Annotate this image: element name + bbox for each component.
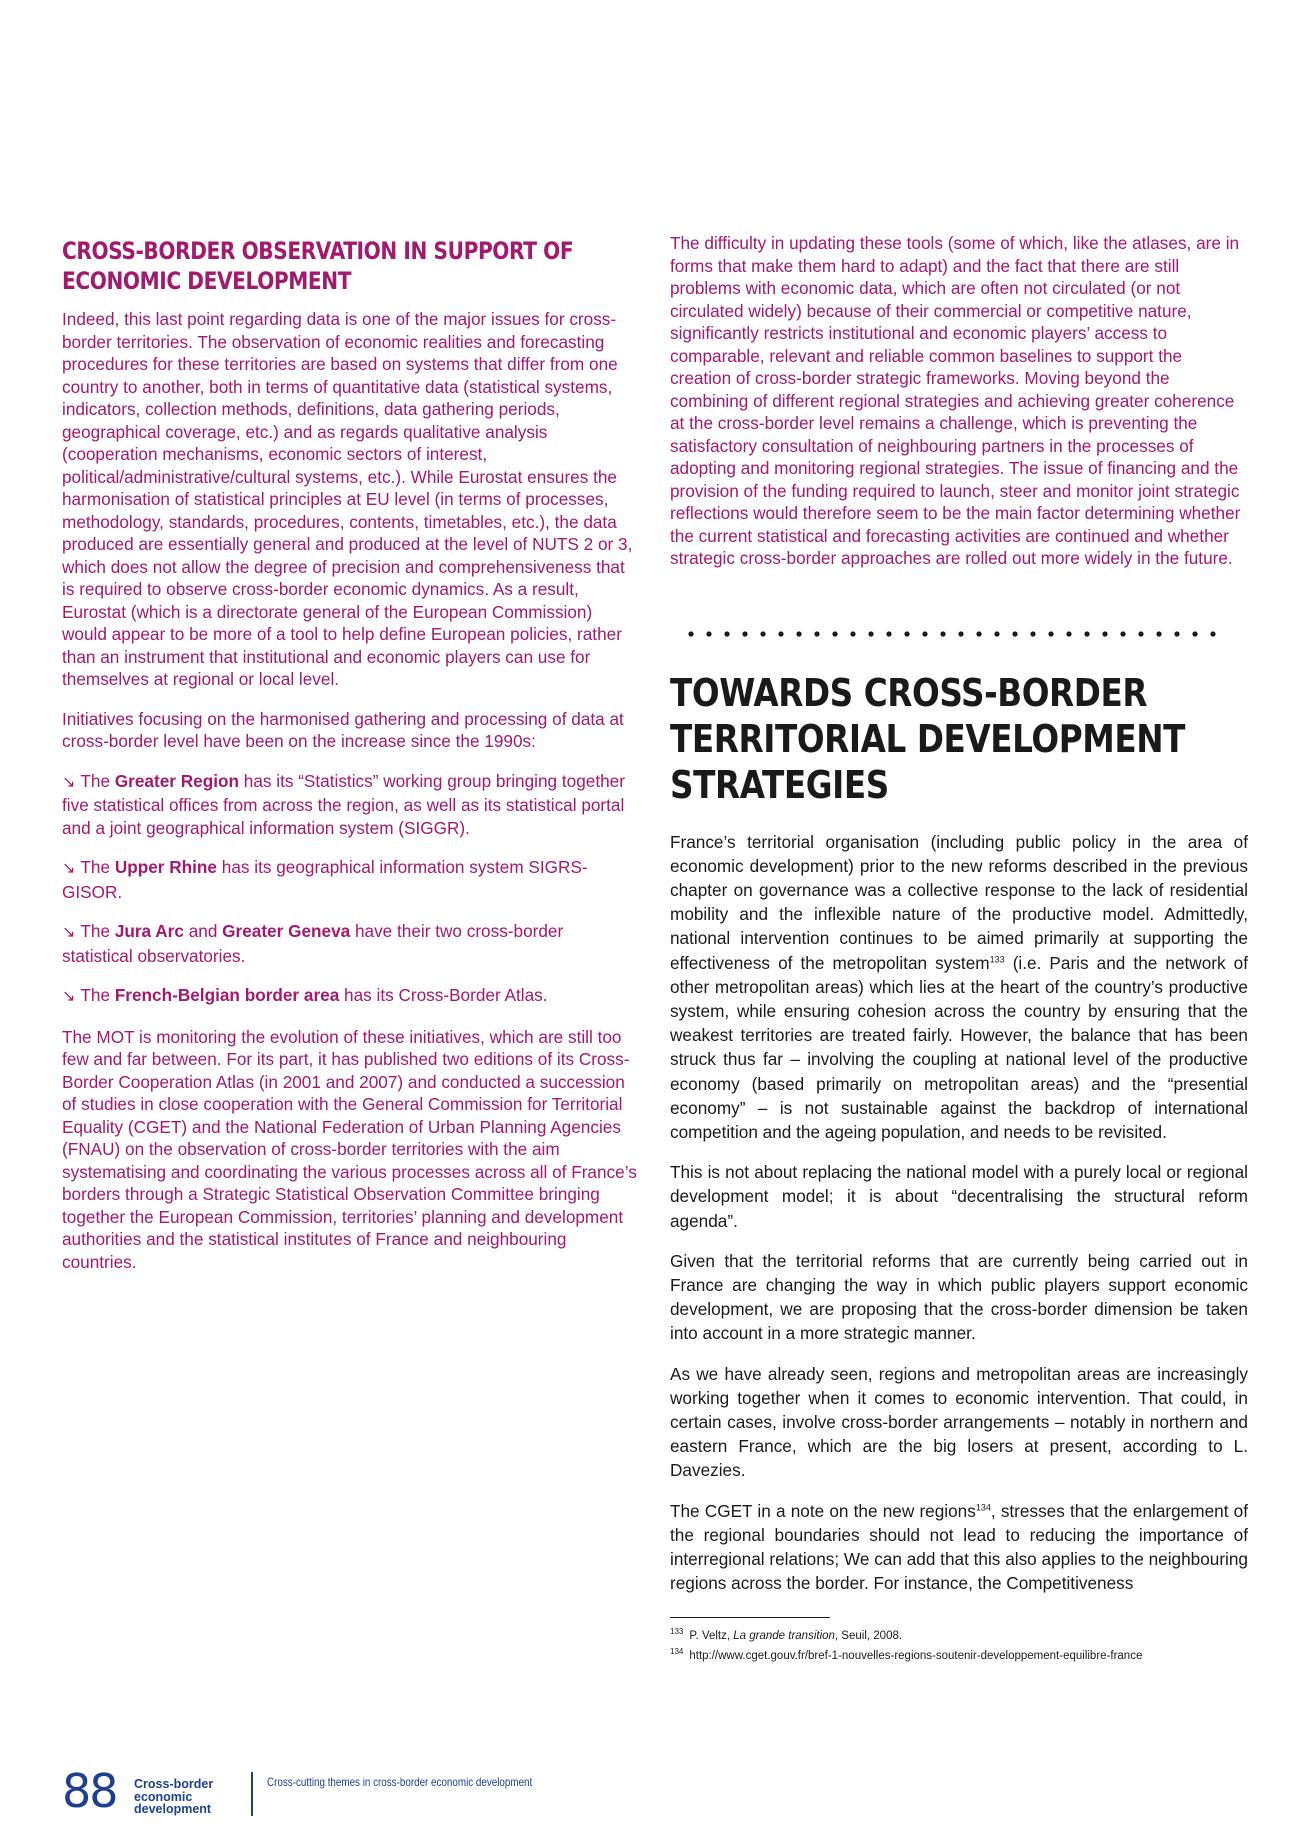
region-name: French-Belgian border area [114, 985, 340, 1005]
paragraph: The CGET in a note on the new regions$^{134}$, stresses that the enlargement of the regional boundaries should not lead to reducing the importance of interregional relations; We can add that this also applies to the neighbouring regions across the border. For instance, the Competitiveness [670, 1500, 1248, 1594]
footnote-ref: 133 [989, 953, 1005, 964]
page-footer [62, 1764, 862, 1820]
paragraph: The MOT is monitoring the evolution of these initiatives, which are still too few and far between. For its part, it has published two editions of its Cross-Border Cooperation Atlas (in 2001 and 2007) and conducted a succession of studies in close cooperation with the General Commission for Territorial Equality (CGET) and the National Federation of Urban Planning Agencies (FNAU) on the observation of cross-border territories with the aim systematising and coordinating the various processes across all of France’s borders through a Strategic Statistical Observation Committee bringing together the European Commission, territories’ planning and development authorities and the statistical institutes of France and neighbouring countries. [62, 1026, 637, 1272]
page-number: 88 [62, 1764, 117, 1818]
arrow-icon: ↘ [62, 988, 76, 1005]
bullet-item: ↘ The French-Belgian border area has its Cross-Border Atlas. [62, 985, 548, 1005]
bullet-item: ↘ The Upper Rhine has its geographical information system SIGRS-GISOR. [62, 857, 588, 902]
paragraph: Initiatives focusing on the harmonised gathering and processing of data at cross-border level have been on the increase since the 1990s: [62, 708, 624, 751]
paragraph: Indeed, this last point regarding data is one of the major issues for cross-border territories. The observation of economic realities and forecasting procedures for these territories are based on systems that differ from one country to another, both in terms of quantitative data (statistical systems, indicators, collection methods, definitions, data gathering periods, geographical coverage, etc.) and as regards qualitative analysis (cooperation mechanisms, economic sectors of interest, political/administrative/cultural systems, etc.). While Eurostat ensures the harmonisation of statistical principles at EU level (in terms of processes, methodology, standards, procedures, contents, timetables, etc.), the data produced are essentially general and produced at the level of NUTS 2 or 3, which does not allow the degree of precision and comprehensiveness that is required to observe cross-border economic dynamics. As a result, Eurostat (which is a directorate general of the European Commission) would appear to be more of a tool to help define European policies, rather than an instrument that institutional and economic players can use for themselves at regional or local level. [62, 309, 633, 689]
paragraph: The difficulty in updating these tools (some of which, like the atlases, are in forms that make them hard to adapt) and the fact that there are still problems with economic data, which are often not circulated (or not circulated widely) because of their commercial or competitive nature, significantly restricts institutional and economic players’ access to comparable, relevant and reliable common baselines to support the creation of cross-border strategic frameworks. Moving beyond the combining of different regional strategies and achieving greater coherence at the cross-border level remains a challenge, which is preventing the satisfactory consultation of neighbouring partners in the processes of adopting and monitoring regional strategies. The issue of financing and the provision of the funding required to launch, steer and monitor joint strategic reflections would therefore seem to be the main factor determining whether the current statistical and forecasting activities are continued and whether strategic cross-border approaches are rolled out more widely in the future. [670, 233, 1241, 568]
running-title: Cross-cutting themes in cross-border economic development [267, 1775, 533, 1789]
footnote-url: http://www.cget.gouv.fr/bref-1-nouvelles-regions-soutenir-developpement-equilibre-france [689, 1650, 1143, 1663]
paragraph: This is not about replacing the national model with a purely local or regional development model; it is about “decentralising the structural reform agenda”. [670, 1162, 1248, 1231]
right-column [670, 232, 1248, 1664]
arrow-icon: ↘ [62, 924, 76, 941]
section-heading: CROSS-BORDER OBSERVATION IN SUPPORT OF ECONOMIC DEVELOPMENT [62, 237, 574, 295]
paragraph: As we have already seen, regions and metropolitan areas are increasingly working together when it comes to economic intervention. That could, in certain cases, involve cross-border arrangements – notably in northern and eastern France, which are the big losers at present, according to L. Davezies. [670, 1363, 1248, 1481]
paragraph: Given that the territorial reforms that are currently being carried out in France are changing the way in which public players support economic development, we are proposing that the cross-border dimension be taken into account in a more strategic manner. [670, 1250, 1248, 1344]
dotted-divider [688, 629, 1228, 639]
left-column [62, 236, 638, 1290]
region-name: Upper Rhine [114, 857, 217, 877]
bullet-item: ↘ The Jura Arc and Greater Geneva have their two cross-border statistical observatories. [62, 921, 564, 966]
region-name: Jura Arc [114, 921, 184, 941]
book-title: La grande transition [733, 1630, 835, 1643]
footnote-divider [670, 1617, 830, 1618]
region-name: Greater Region [114, 770, 239, 791]
footnote: $^{133}$ P. Veltz, La grande transition, Seuil, 2008. [670, 1627, 903, 1643]
footnote-ref: 134 [975, 1501, 991, 1512]
arrow-icon: ↘ [62, 860, 76, 877]
chapter-heading: TOWARDS CROSS-BORDER TERRITORIAL DEVELOPMENT STRATEGIES [670, 670, 1186, 807]
region-name: Greater Geneva [222, 921, 351, 941]
footnote: $^{134}$ http://www.cget.gouv.fr/bref-1-nouvelles-regions-soutenir-developpement-equilibre-france [670, 1647, 1143, 1663]
publication-brand: Cross-border economic development [134, 1777, 214, 1816]
bullet-item: ↘ The Greater Region has its “Statistics” working group bringing together five statistical offices from across the region, as well as its statistical portal and a joint geographical information system (SIGGR). [62, 770, 625, 838]
paragraph: France’s territorial organisation (including public policy in the area of economic development) prior to the new reforms described in the previous chapter on governance was a collective response to the lack of residential mobility and the inflexible nature of the productive model. Admittedly, national intervention continues to be aimed primarily at supporting the effectiveness of the metropolitan system$^{133}$ (i.e. Paris and the network of other metropolitan areas) which lies at the heart of the country’s productive system, while ensuring cohesion across the country by ensuring that the weakest territories are treated fairly. However, the balance that has been struck thus far – involving the coupling at national level of the productive economy (based primarily on metropolitan areas) and the “presential economy” – is not sustainable against the backdrop of international competition and the ageing population, and needs to be revisited. [670, 831, 1248, 1142]
footer-divider [251, 1772, 253, 1816]
arrow-icon: ↘ [62, 773, 76, 791]
